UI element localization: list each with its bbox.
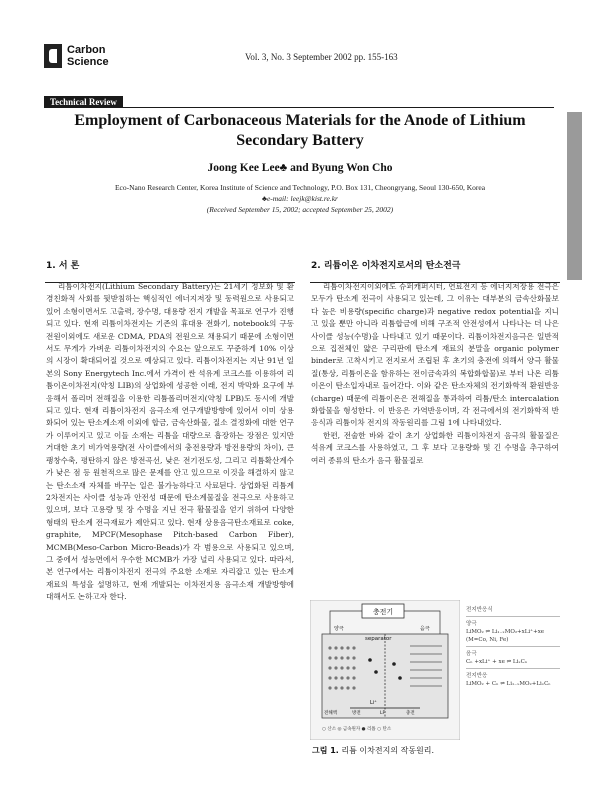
reaction-equations bbox=[466, 606, 560, 736]
eq-anode: LiMO₂ ⇌ Li₁₋ₓMO₂+xLi⁺+xe bbox=[466, 629, 545, 635]
charger-label: 충전기 bbox=[372, 608, 394, 616]
eq-cathode: Cₙ +xLi⁺ + xe ⇌ LiₓCₙ bbox=[466, 658, 560, 669]
paragraph: 한편, 전술한 바와 같이 초기 상업화한 리튬이차전지 음극의 활물질은 석유계 코크스를 사용하였고, 그 후 보다 고용량화 및 긴 수명을 추구하여 여러 종류의 탄소가 음극 활물질로 bbox=[311, 430, 559, 465]
discharge-label: 방전 bbox=[352, 711, 361, 716]
left-column bbox=[46, 258, 294, 604]
lf-label: LF bbox=[380, 711, 386, 716]
affiliation-block bbox=[40, 182, 560, 215]
figure-caption bbox=[312, 745, 434, 756]
paper-title: Employment of Carbonaceous Materials for the Anode of Lithium Secondary Battery bbox=[74, 112, 526, 149]
logo-text bbox=[67, 44, 109, 68]
left-body bbox=[46, 281, 294, 604]
carbon-science-logo-icon bbox=[44, 44, 62, 68]
header-rule bbox=[44, 107, 554, 108]
affiliation: Eco-Nano Research Center, Korea Institute of Science and Technology, P.O. Box 131, Cheongryang, Seoul 130-650, Korea bbox=[114, 183, 486, 192]
eq-anode-head: 양극 bbox=[466, 621, 477, 627]
charge-label: 충전 bbox=[406, 711, 415, 716]
eq-total-head: 전지반응 bbox=[466, 673, 488, 679]
authors: Joong Kee Lee♣ and Byung Won Cho bbox=[207, 162, 393, 174]
right-column bbox=[311, 258, 559, 467]
page-tab-marker bbox=[567, 112, 582, 280]
journal-logo bbox=[44, 44, 109, 68]
figure-1 bbox=[310, 600, 560, 742]
electrolyte-label: 전해액 bbox=[324, 711, 338, 716]
battery-diagram bbox=[310, 600, 460, 740]
caption-number: 그림 1. bbox=[312, 746, 339, 755]
li-ion-label: Li⁺ bbox=[370, 700, 377, 706]
eq-total: LiMO₂ + Cₙ ⇌ Li₁₋ₓMO₂+LiₓCₙ bbox=[466, 681, 551, 687]
paragraph: 리튬이차전지이외에도 슈퍼캐퍼시터, 연료전지 등 에너지저장용 전극은 모두가 탄소계 전극이 사용되고 있는데, 그 이유는 대부분의 금속산화물보다 높은 비용량(specific charge)과 negative redox potential을 지니고 있을 뿐만 아니라 리튬합금에 비해 구조적 안전성에서 나타나는 더 나은 사이클 성능(수명)을 나타내고 있기 때문이다. 리튬이차전지음극은 일반적으로 집전체인 얇은 구리판에 탄소계 재료의 분말을 organic polymer binder로 고착시키고 전지로서 조립된 후 초기의 충전에 의해서 양극 활물질(통상, 리튬이온을 함유하는 전이금속과의 복합화합물)로 부터 나온 리튬이온이 탄소입자내로 들어간다. 이와 같은 탄소자체의 전기화학적 환원반응(charge) 때문에 리튬이온은 전해질을 통과하여 리튬/탄소 intercalation 화합물을 형성한다. 이 반응은 가역반응이며, 각 전극에서의 전기화학적 반응식과 리튬이차 전지의 작동원리를 그림 1에 나타내었다. bbox=[311, 282, 559, 428]
right-body bbox=[311, 281, 559, 467]
eq-title: 전지반응식 bbox=[466, 606, 560, 617]
separator-label: separator bbox=[365, 636, 392, 642]
eq-anode-note: (M=Co, Ni, Fe) bbox=[466, 636, 560, 647]
received-dates: (Received September 15, 2002; accepted September 25, 2002) bbox=[206, 205, 394, 214]
paragraph: 리튬이차전지(Lithium Secondary Battery)는 21세기 정보화 및 환경친화적 사회를 뒷받침하는 핵심적인 에너지저장 및 동력원으로 사용되고 있어 소형이면서도 고출력, 장수명, 대용량 전지 개발을 목표로 연구가 진행되고 있다. 현재 리튬이차전지는 기존의 휴대용 전화기, notebook의 구동전원이외에도 새로운 CDMA, PDA의 전원으로 채용되기 때문에 소형이면서도 무게가 가벼운 리튬이차전지의 수요는 앞으로도 꾸준하게 10% 이상의 시장이 확대되어질 것으로 예상되고 있다. 리튬이차전지는 지난 91년 일본의 Sony Energytech Inc.에서 가격이 싼 석유계 코크스를 이용하여 리튬이온이차전지(약칭 LIB)의 상업화에 성공한 이래, 전지 박막화 요구에 부응해서 폴리머 전해질을 이용한 리튬폴리머전지(약칭 LPB)도 동시에 개발되고 있다. 현재 리튬이차전지 음극소재 연구개발방향에 있어서 이미 상용화되어 있는 탄소계소재 이외에 합금, 금속산화물, 질소 결정화에 대한 연구가 이루어지고 있고 이들 소재는 리튬을 대량으로 흡장하는 장점은 있지만 거대한 초기 비가역용량(전 사이클에서의 충전용량과 방전용량의 차이), 큰 팽창수축, 평탄하지 않은 방전곡선, 낮은 전기전도성, 그리고 리튬확산계수가 낮은 점 등 원천적으로 많은 문제를 안고 있으므로 이것을 해결하지 않고는 탄소소재 자체를 바꾸는 일은 불가능하다고 사료된다. 상업화된 리튬계 2차전지는 사이클 성능과 안전성 때문에 탄소계물질을 전극으로 사용하고 있으며, 보다 고용량 및 장 수명을 지닌 전극 활물질을 얻기 위하여 다양한 형태의 탄소계 전극재료가 제안되고 있다. 현재 상용음극탄소재료로 coke, graphite, MPCF(Mesophase Pitch-based Carbon Fiber), MCMB(Meso-Carbon Micro-Beads)가 각 범용으로 사용되고 있으며, 그 중에서 성능면에서 우수한 MCMB가 가장 널리 사용되고 있다. 따라서, 본 연구에서는 리튬이차전지 전극의 주요한 소재로 자리잡고 있는 탄소계 재료의 특성을 설명하고, 현재 개발되는 이차전지용 음극소재 개발방향에 대해서도 논하고자 한다. bbox=[46, 282, 294, 602]
section-heading-introduction: 1. 서 론 bbox=[46, 261, 80, 271]
journal-info: Vol. 3, No. 3 September 2002 pp. 155-163 bbox=[245, 52, 398, 62]
logo-line-2: Science bbox=[67, 56, 109, 68]
diagram-legend: ○ 산소 ◎ 금속원자 ● 리튬 ○ 탄소 bbox=[322, 727, 392, 732]
caption-text: 리튬 이차전지의 작동원리. bbox=[341, 746, 435, 755]
email: ♣e-mail: leejk@kist.re.kr bbox=[262, 194, 338, 203]
section-label: Technical Review bbox=[44, 96, 123, 108]
eq-cathode-head: 음극 bbox=[466, 651, 477, 657]
cathode-label: 음극 bbox=[420, 626, 430, 632]
section-heading-carbon-electrode: 2. 리튬이온 이차전지로서의 탄소전극 bbox=[311, 261, 461, 271]
logo-line-1: Carbon bbox=[67, 44, 106, 56]
anode-label: 양극 bbox=[334, 626, 344, 632]
